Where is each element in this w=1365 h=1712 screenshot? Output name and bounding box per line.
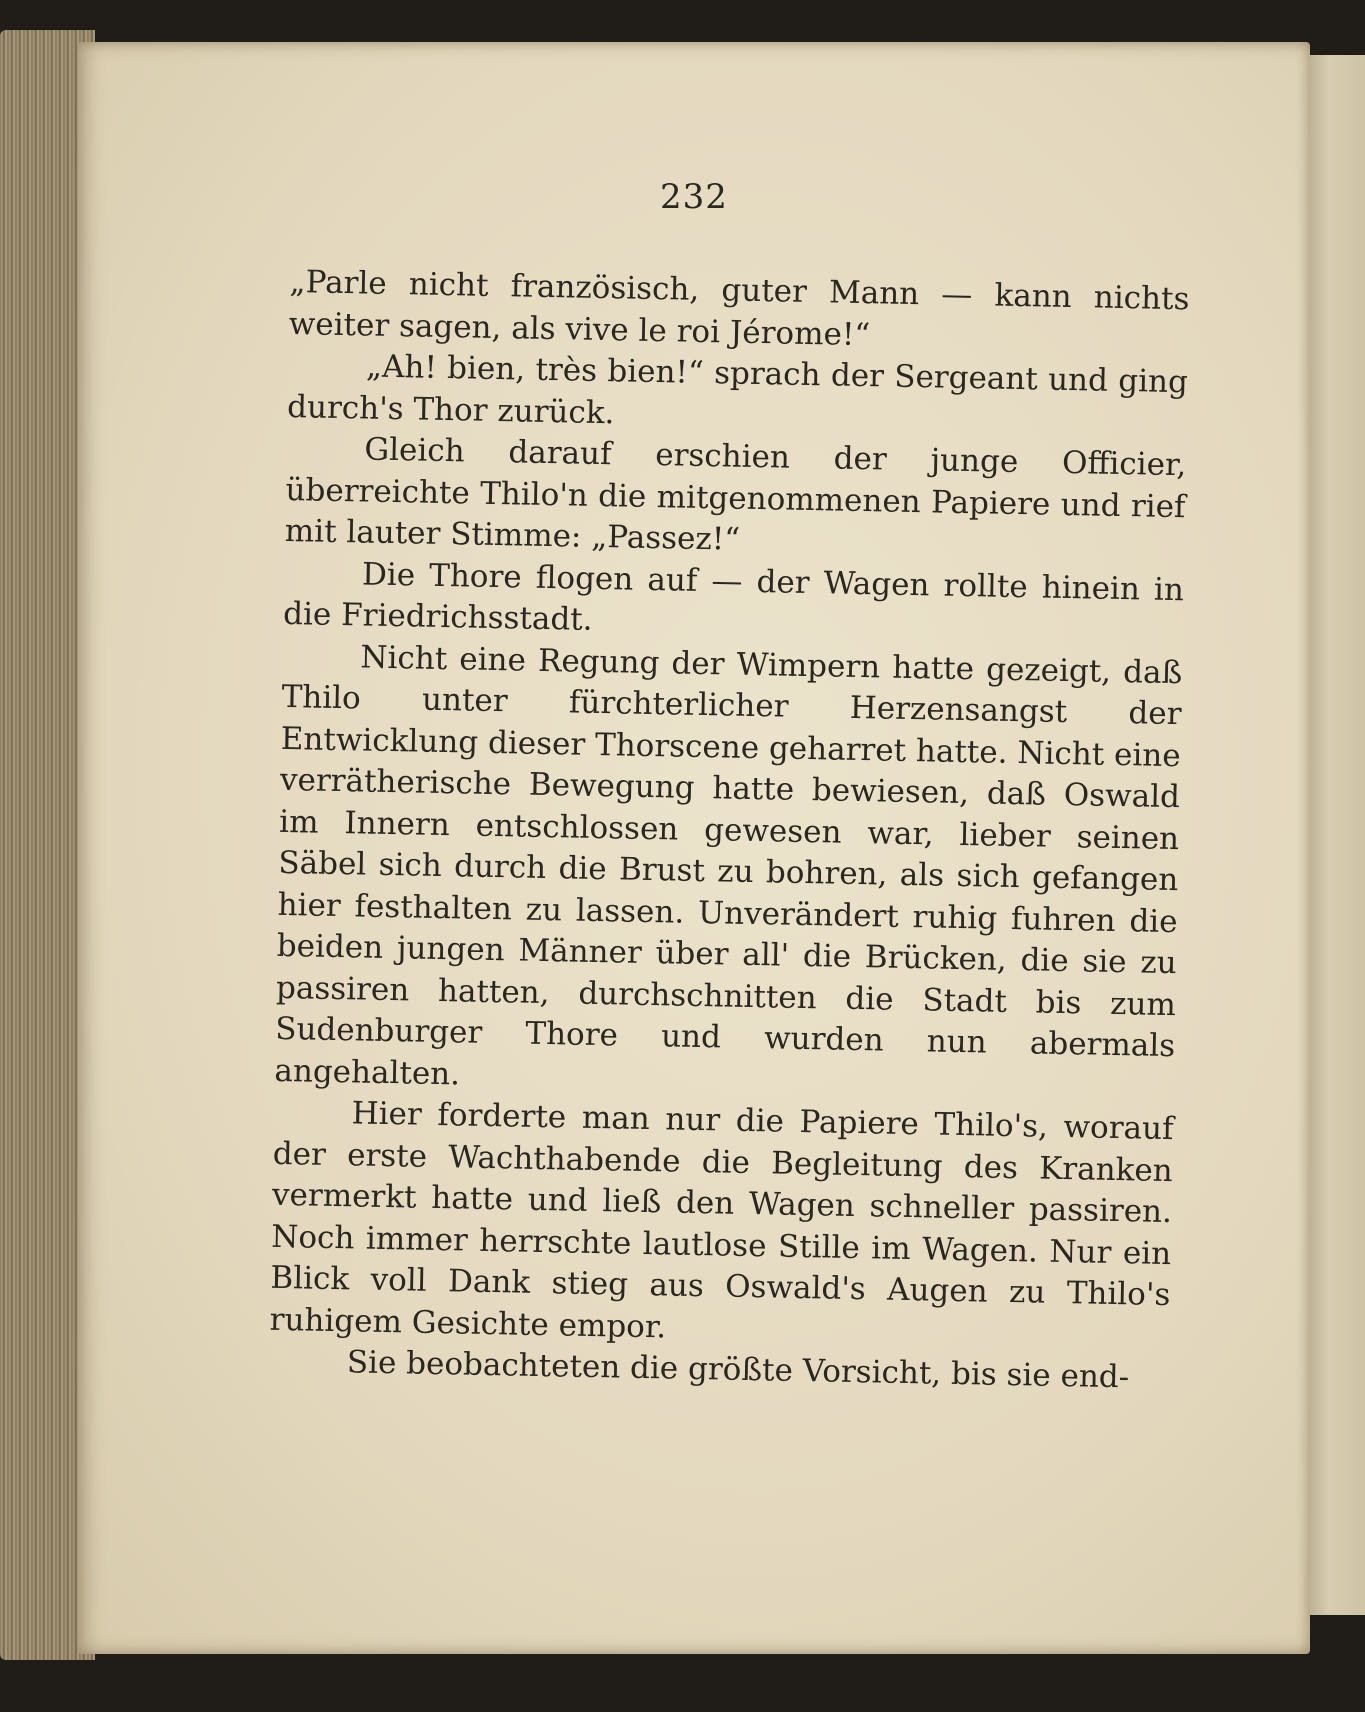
paragraph-7: Sie beobachteten die größte Vorsicht, bis sie end- (346, 1344, 1130, 1396)
adjacent-page-edge (1305, 55, 1365, 1615)
paragraph-2: „Ah! bien, très bien!“ sprach der Sergeant und ging durch's Thor zurück. (286, 348, 1189, 431)
body-text (268, 262, 1189, 1400)
paragraph-4: Die Thore flogen auf — der Wagen rollte hinein in die Friedrichsstadt. (282, 555, 1185, 638)
page-number: 232 (660, 177, 728, 217)
paragraph-3: Gleich darauf erschien der junge Officier, überreichte Thilo'n die mitgenommenen Papiere und rief mit lauter Stimme: „Passez!“ (284, 431, 1187, 558)
book-page (78, 42, 1310, 1654)
paragraph-6: Hier forderte man nur die Papiere Thilo's, worauf der erste Wachthabende die Begleitung des Kranken vermerkt hatte und ließ den Wagen schneller passiren. Noch immer herrschte lautlose Stille im Wagen. Nur ein Blick voll Dank stieg aus Oswald's Augen zu Thilo's ruhigem Gesichte empor. (269, 1095, 1174, 1345)
paragraph-1: „Parle nicht französisch, guter Mann — kann nichts weiter sagen, als vive le roi Jérome!“ (288, 263, 1190, 353)
paragraph-5: Nicht eine Regung der Wimpern hatte gezeigt, daß Thilo unter fürchterlicher Herzensangst der Entwicklung dieser Thorscene geharret hatte. Nicht eine verrätherische Bewegung hatte bewiesen, daß Oswald im Innern entschlossen gewesen war, lieber seinen Säbel sich durch die Brust zu bohren, als sich gefangen hier festhalten zu lassen. Unverändert ruhig fuhren die beiden jungen Männer über all' die Brücken, die sie zu passiren hatten, durchschnitten die Stadt bis zum Sudenburger Thore und wurden nun abermals angehalten. (274, 638, 1183, 1092)
